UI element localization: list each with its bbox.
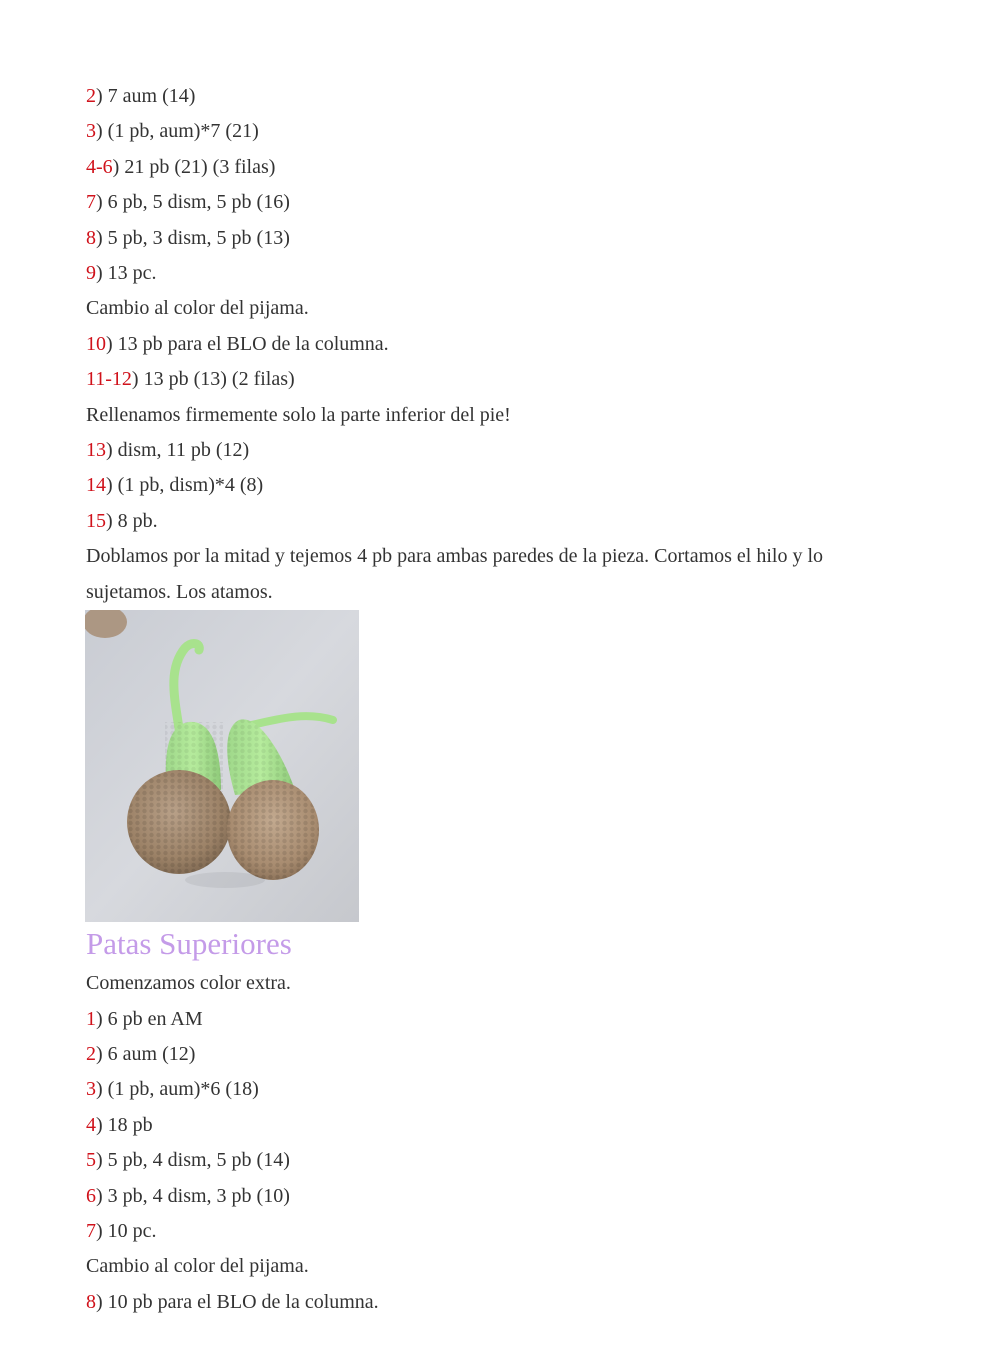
row-instruction: ) 6 pb en AM xyxy=(96,1007,203,1030)
row-instruction: ) 13 pb para el BLO de la columna. xyxy=(106,332,389,355)
pattern-row xyxy=(86,1214,906,1249)
row-number: 10 xyxy=(86,332,106,355)
row-number: 4 xyxy=(86,1113,96,1136)
crochet-feet-photo xyxy=(85,610,359,922)
row-number: 11-12 xyxy=(86,368,132,391)
pattern-intro: Comenzamos color extra. xyxy=(86,972,291,995)
pattern-row xyxy=(86,1037,906,1072)
row-instruction: ) 13 pb (13) (2 filas) xyxy=(131,368,295,391)
pattern-row xyxy=(86,504,906,539)
pattern-row xyxy=(86,1072,906,1107)
upper-legs-pattern-rows xyxy=(86,966,906,1320)
row-instruction: ) (1 pb, aum)*6 (18) xyxy=(96,1078,259,1101)
row-instruction: ) (1 pb, aum)*7 (21) xyxy=(96,120,259,143)
row-number: 2 xyxy=(86,1042,96,1065)
pattern-row xyxy=(86,1285,906,1320)
row-instruction: ) 21 pb (21) (3 filas) xyxy=(112,155,276,178)
row-number: 7 xyxy=(86,1219,96,1242)
pattern-row xyxy=(86,468,906,503)
row-number: 3 xyxy=(86,1078,96,1101)
note-text: Cambio al color del pijama. xyxy=(86,1255,309,1278)
pattern-row xyxy=(86,433,906,468)
row-instruction: ) 10 pb para el BLO de la columna. xyxy=(96,1290,379,1313)
row-number: 8 xyxy=(86,226,96,249)
pattern-row xyxy=(86,79,906,114)
row-number: 8 xyxy=(86,1290,96,1313)
closing-paragraph: Doblamos por la mitad y tejemos 4 pb para ambas paredes de la pieza. Cortamos el hilo y lo sujetamos. Los atamos. xyxy=(86,545,824,603)
pattern-row xyxy=(86,221,906,256)
row-instruction: ) 13 pc. xyxy=(96,262,157,285)
note-text: Rellenamos firmemente solo la parte inferior del pie! xyxy=(86,403,511,426)
pattern-row xyxy=(86,1002,906,1037)
pattern-row xyxy=(86,1143,906,1178)
pattern-row xyxy=(86,256,906,291)
pattern-row xyxy=(86,185,906,220)
row-instruction: ) 7 aum (14) xyxy=(96,85,196,107)
row-number: 14 xyxy=(86,474,106,497)
row-number: 15 xyxy=(86,509,106,532)
row-instruction: ) 3 pb, 4 dism, 3 pb (10) xyxy=(96,1184,290,1207)
pattern-row xyxy=(86,114,906,149)
note-text: Cambio al color del pijama. xyxy=(86,297,309,320)
row-instruction: ) 5 pb, 4 dism, 5 pb (14) xyxy=(96,1149,290,1172)
row-number: 7 xyxy=(86,191,96,214)
feet-pattern-rows xyxy=(86,79,906,610)
row-instruction: ) dism, 11 pb (12) xyxy=(106,439,250,462)
row-number: 4-6 xyxy=(86,155,113,178)
row-number: 9 xyxy=(86,262,96,285)
pattern-note xyxy=(86,1249,906,1284)
row-instruction: ) 8 pb. xyxy=(106,509,158,532)
row-instruction: ) 6 aum (12) xyxy=(96,1042,196,1065)
pattern-note xyxy=(86,291,906,326)
row-instruction: ) (1 pb, dism)*4 (8) xyxy=(106,474,264,497)
row-number: 3 xyxy=(86,120,96,143)
pattern-row xyxy=(86,1179,906,1214)
row-number: 13 xyxy=(86,439,106,462)
row-number: 2 xyxy=(86,85,96,107)
section-heading-patas-superiores: Patas Superiores xyxy=(86,926,292,962)
row-instruction: ) 18 pb xyxy=(96,1113,153,1136)
pattern-document xyxy=(86,79,906,1320)
row-number: 6 xyxy=(86,1184,96,1207)
row-number: 1 xyxy=(86,1007,96,1030)
pattern-note xyxy=(86,398,906,433)
row-instruction: ) 6 pb, 5 dism, 5 pb (16) xyxy=(96,191,290,214)
pattern-row xyxy=(86,1108,906,1143)
pattern-row xyxy=(86,362,906,397)
row-instruction: ) 10 pc. xyxy=(96,1219,157,1242)
row-number: 5 xyxy=(86,1149,96,1172)
row-instruction: ) 5 pb, 3 dism, 5 pb (13) xyxy=(96,226,290,249)
pattern-row xyxy=(86,150,906,185)
pattern-row xyxy=(86,327,906,362)
